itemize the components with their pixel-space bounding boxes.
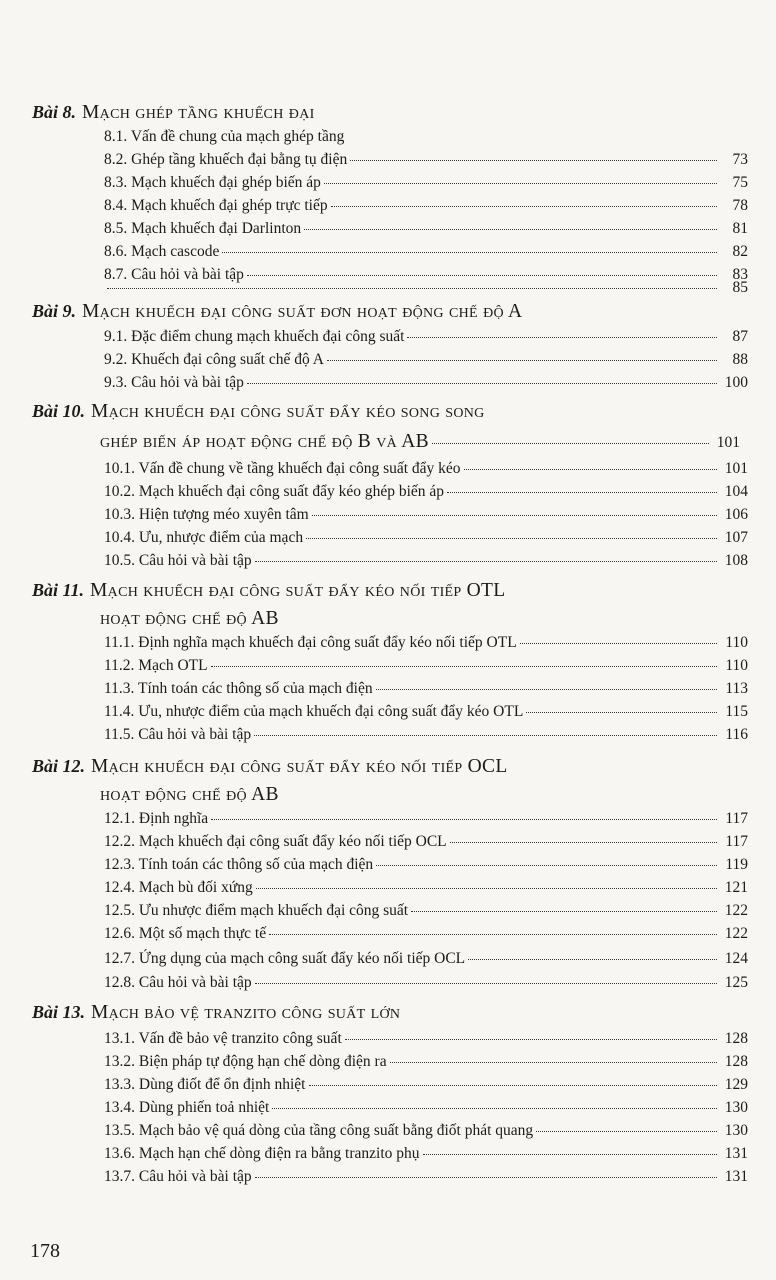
entry-label: 12.3. Tính toán các thông số của mạch điện	[104, 856, 374, 873]
chapter-number: Bài 8.	[32, 102, 77, 122]
chapter-heading	[32, 1002, 740, 1024]
entry-label: 12.4. Mạch bù đối xứng	[104, 879, 253, 896]
toc-entry[interactable]	[104, 833, 748, 851]
leader-dots	[306, 538, 717, 539]
entry-label: 11.2. Mạch OTL	[104, 657, 208, 674]
leader-dots	[526, 712, 717, 713]
toc-entry[interactable]	[104, 726, 748, 744]
entry-page: 101	[716, 434, 740, 451]
entry-label: 11.5. Câu hỏi và bài tập	[104, 726, 252, 743]
entry-label: 9.1. Đặc điểm chung mạch khuếch đại công suất	[104, 328, 405, 345]
entry-label: 10.2. Mạch khuếch đại công suất đẩy kéo ghép biến áp	[104, 483, 445, 500]
entry-page: 131	[724, 1168, 748, 1185]
toc-entry[interactable]	[104, 925, 748, 943]
entry-page: 83	[732, 266, 748, 283]
leader-dots	[411, 911, 717, 912]
entry-label: 8.4. Mạch khuếch đại ghép trực tiếp	[104, 197, 328, 214]
chapter-heading	[32, 301, 740, 323]
entry-label: 13.1. Vấn đề bảo vệ tranzito công suất	[104, 1030, 342, 1047]
entry-label: 13.6. Mạch hạn chế dòng điện ra bằng tranzito phụ	[104, 1145, 420, 1162]
chapter-title: Mạch khuếch đại công suất đẩy kéo nối tiếp OTL	[90, 580, 506, 601]
entry-label: 8.5. Mạch khuếch đại Darlinton	[104, 220, 302, 237]
entry-page: 87	[732, 328, 748, 345]
entry-page: 106	[724, 506, 748, 523]
toc-entry[interactable]	[104, 1053, 748, 1071]
entry-label: 13.7. Câu hỏi và bài tập	[104, 1168, 252, 1185]
entry-page: 115	[725, 703, 748, 720]
leader-dots	[255, 1177, 717, 1178]
entry-page: 117	[725, 833, 748, 850]
leader-dots	[255, 561, 717, 562]
chapter-heading	[32, 102, 740, 124]
leader-dots	[272, 1108, 717, 1109]
entry-page: 75	[732, 174, 748, 191]
entry-label: 10.3. Hiện tượng méo xuyên tâm	[104, 506, 309, 523]
leader-dots	[331, 206, 717, 207]
entry-page: 100	[724, 374, 748, 391]
leader-dots	[345, 1039, 717, 1040]
entry-label: 8.6. Mạch cascode	[104, 243, 220, 260]
entry-page: 125	[724, 974, 748, 991]
entry-page: 81	[732, 220, 748, 237]
entry-label: 11.3. Tính toán các thông số của mạch điện	[104, 680, 373, 697]
toc-entry[interactable]	[104, 279, 748, 297]
leader-dots	[247, 383, 717, 384]
toc-entry[interactable]	[104, 879, 748, 897]
entry-label: 8.7. Câu hỏi và bài tập	[104, 266, 244, 283]
entry-label: 9.2. Khuếch đại công suất chế độ A	[104, 351, 324, 368]
leader-dots	[468, 959, 717, 960]
leader-dots	[536, 1131, 717, 1132]
entry-page: 101	[724, 460, 748, 477]
leader-dots	[447, 492, 717, 493]
toc-entry[interactable]	[104, 328, 748, 346]
entry-label: 10.5. Câu hỏi và bài tập	[104, 552, 252, 569]
entry-label: 13.2. Biện pháp tự động hạn chế dòng điện ra	[104, 1053, 387, 1070]
entry-page: 110	[725, 634, 748, 651]
toc-entry[interactable]	[104, 374, 748, 392]
entry-page: 128	[724, 1053, 748, 1070]
entry-page: 122	[724, 902, 748, 919]
entry-page: 116	[725, 726, 748, 743]
chapter-heading	[32, 580, 740, 602]
leader-dots	[376, 865, 717, 866]
toc-entry[interactable]	[104, 174, 748, 192]
toc-entry[interactable]	[104, 483, 748, 501]
toc-entry[interactable]	[104, 151, 748, 169]
leader-dots	[407, 337, 717, 338]
leader-dots	[312, 515, 717, 516]
leader-dots	[520, 643, 717, 644]
entry-label: 13.3. Dùng điốt để ổn định nhiệt	[104, 1076, 306, 1093]
toc-entry[interactable]	[104, 810, 748, 828]
entry-page: 119	[725, 856, 748, 873]
entry-page: 104	[724, 483, 748, 500]
chapter-title-line2: hoạt động chế độ AB	[100, 608, 279, 629]
leader-dots	[107, 288, 717, 289]
chapter-title: Mạch khuếch đại công suất đẩy kéo song song	[91, 401, 485, 422]
entry-page: 131	[724, 1145, 748, 1162]
toc-entry[interactable]	[104, 128, 748, 146]
leader-dots	[254, 735, 717, 736]
toc-entry[interactable]	[104, 243, 748, 261]
entry-label: 13.5. Mạch bảo vệ quá dòng của tầng công suất bằng điốt phát quang	[104, 1122, 534, 1139]
toc-entry[interactable]	[104, 657, 748, 675]
entry-page: 82	[732, 243, 748, 260]
entry-label: 12.2. Mạch khuếch đại công suất đẩy kéo nối tiếp OCL	[104, 833, 447, 850]
toc-entry[interactable]	[104, 856, 748, 874]
entry-page: 130	[724, 1099, 748, 1116]
toc-entry[interactable]	[104, 1122, 748, 1140]
entry-label: 8.2. Ghép tầng khuếch đại bằng tụ điện	[104, 151, 348, 168]
page-number: 178	[30, 1240, 60, 1262]
toc-entry[interactable]	[104, 460, 748, 478]
leader-dots	[450, 842, 717, 843]
leader-dots	[423, 1154, 717, 1155]
leader-dots	[211, 819, 717, 820]
chapter-title: Mạch ghép tầng khuếch đại	[82, 102, 315, 123]
entry-label: 12.6. Một số mạch thực tế	[104, 925, 267, 942]
entry-label: 8.3. Mạch khuếch đại ghép biến áp	[104, 174, 321, 191]
leader-dots	[222, 252, 717, 253]
toc-entry[interactable]	[104, 197, 748, 215]
chapter-heading-continued	[100, 431, 740, 453]
chapter-heading	[32, 401, 740, 423]
entry-label: 12.7. Ứng dụng của mạch công suất đẩy kéo nối tiếp OCL	[104, 950, 466, 967]
toc-entry[interactable]	[104, 1076, 748, 1094]
leader-dots	[464, 469, 717, 470]
chapter-title-line2: ghép biến áp hoạt động chế độ B và AB	[100, 431, 429, 452]
entry-label: 12.8. Câu hỏi và bài tập	[104, 974, 252, 991]
toc-entry[interactable]	[104, 974, 748, 992]
toc-entry[interactable]	[104, 506, 748, 524]
entry-page: 117	[725, 810, 748, 827]
chapter-heading	[32, 756, 740, 778]
chapter-title: Mạch khuếch đại công suất đơn hoạt động chế độ A	[82, 301, 523, 322]
entry-label: 12.5. Ưu nhược điểm mạch khuếch đại công suất	[104, 902, 409, 919]
entry-page: 122	[724, 925, 748, 942]
leader-dots	[269, 934, 717, 935]
leader-dots	[432, 443, 709, 444]
leader-dots	[211, 666, 717, 667]
entry-page: 121	[724, 879, 748, 896]
entry-label: 9.3. Câu hỏi và bài tập	[104, 374, 244, 391]
toc-entry[interactable]	[104, 1099, 748, 1117]
entry-page: 73	[732, 151, 748, 168]
chapter-title: Mạch khuếch đại công suất đẩy kéo nối tiếp OCL	[91, 756, 508, 777]
chapter-number: Bài 12.	[32, 756, 86, 776]
entry-label: 10.1. Vấn đề chung về tầng khuếch đại công suất đẩy kéo	[104, 460, 461, 477]
toc-entry[interactable]	[104, 703, 748, 721]
toc-entry[interactable]	[104, 1168, 748, 1186]
entry-label: 11.4. Ưu, nhược điểm của mạch khuếch đại công suất đẩy kéo OTL	[104, 703, 524, 720]
leader-dots	[247, 275, 717, 276]
entry-page: 130	[724, 1122, 748, 1139]
leader-dots	[255, 983, 717, 984]
toc-entry[interactable]	[104, 220, 748, 238]
leader-dots	[350, 160, 717, 161]
toc-entry[interactable]	[104, 1030, 748, 1048]
chapter-heading-continued	[100, 784, 740, 806]
entry-page: 108	[724, 552, 748, 569]
leader-dots	[304, 229, 717, 230]
entry-page: 107	[724, 529, 748, 546]
leader-dots	[327, 360, 717, 361]
entry-page: 113	[725, 680, 748, 697]
leader-dots	[376, 689, 717, 690]
toc-entry[interactable]	[104, 634, 748, 652]
toc-entry[interactable]	[104, 529, 748, 547]
entry-label: 13.4. Dùng phiến toả nhiệt	[104, 1099, 270, 1116]
toc-entry[interactable]	[104, 1145, 748, 1163]
entry-label: 11.1. Định nghĩa mạch khuếch đại công suất đẩy kéo nối tiếp OTL	[104, 634, 517, 651]
entry-page: 128	[724, 1030, 748, 1047]
toc-entry[interactable]	[104, 351, 748, 369]
chapter-number: Bài 11.	[32, 580, 85, 600]
entry-page: 88	[732, 351, 748, 368]
entry-label: 10.4. Ưu, nhược điểm của mạch	[104, 529, 304, 546]
leader-dots	[309, 1085, 718, 1086]
entry-page: 124	[724, 950, 748, 967]
chapter-number: Bài 9.	[32, 301, 77, 321]
chapter-number: Bài 10.	[32, 401, 86, 421]
leader-dots	[390, 1062, 717, 1063]
chapter-heading-continued	[100, 608, 740, 630]
entry-page: 85	[732, 279, 748, 296]
toc-entry[interactable]	[104, 680, 748, 698]
entry-page: 110	[725, 657, 748, 674]
entry-label: 12.1. Định nghĩa	[104, 810, 209, 827]
leader-dots	[256, 888, 717, 889]
chapter-title: Mạch bảo vệ tranzito công suất lớn	[91, 1002, 401, 1023]
entry-page: 78	[732, 197, 748, 214]
chapter-title-line2: hoạt động chế độ AB	[100, 784, 279, 805]
leader-dots	[324, 183, 717, 184]
chapter-number: Bài 13.	[32, 1002, 86, 1022]
entry-label: 8.1. Vấn đề chung của mạch ghép tầng	[104, 128, 345, 145]
toc-entry[interactable]	[104, 902, 748, 920]
toc-entry[interactable]	[104, 950, 748, 968]
toc-entry[interactable]	[104, 552, 748, 570]
entry-page: 129	[724, 1076, 748, 1093]
